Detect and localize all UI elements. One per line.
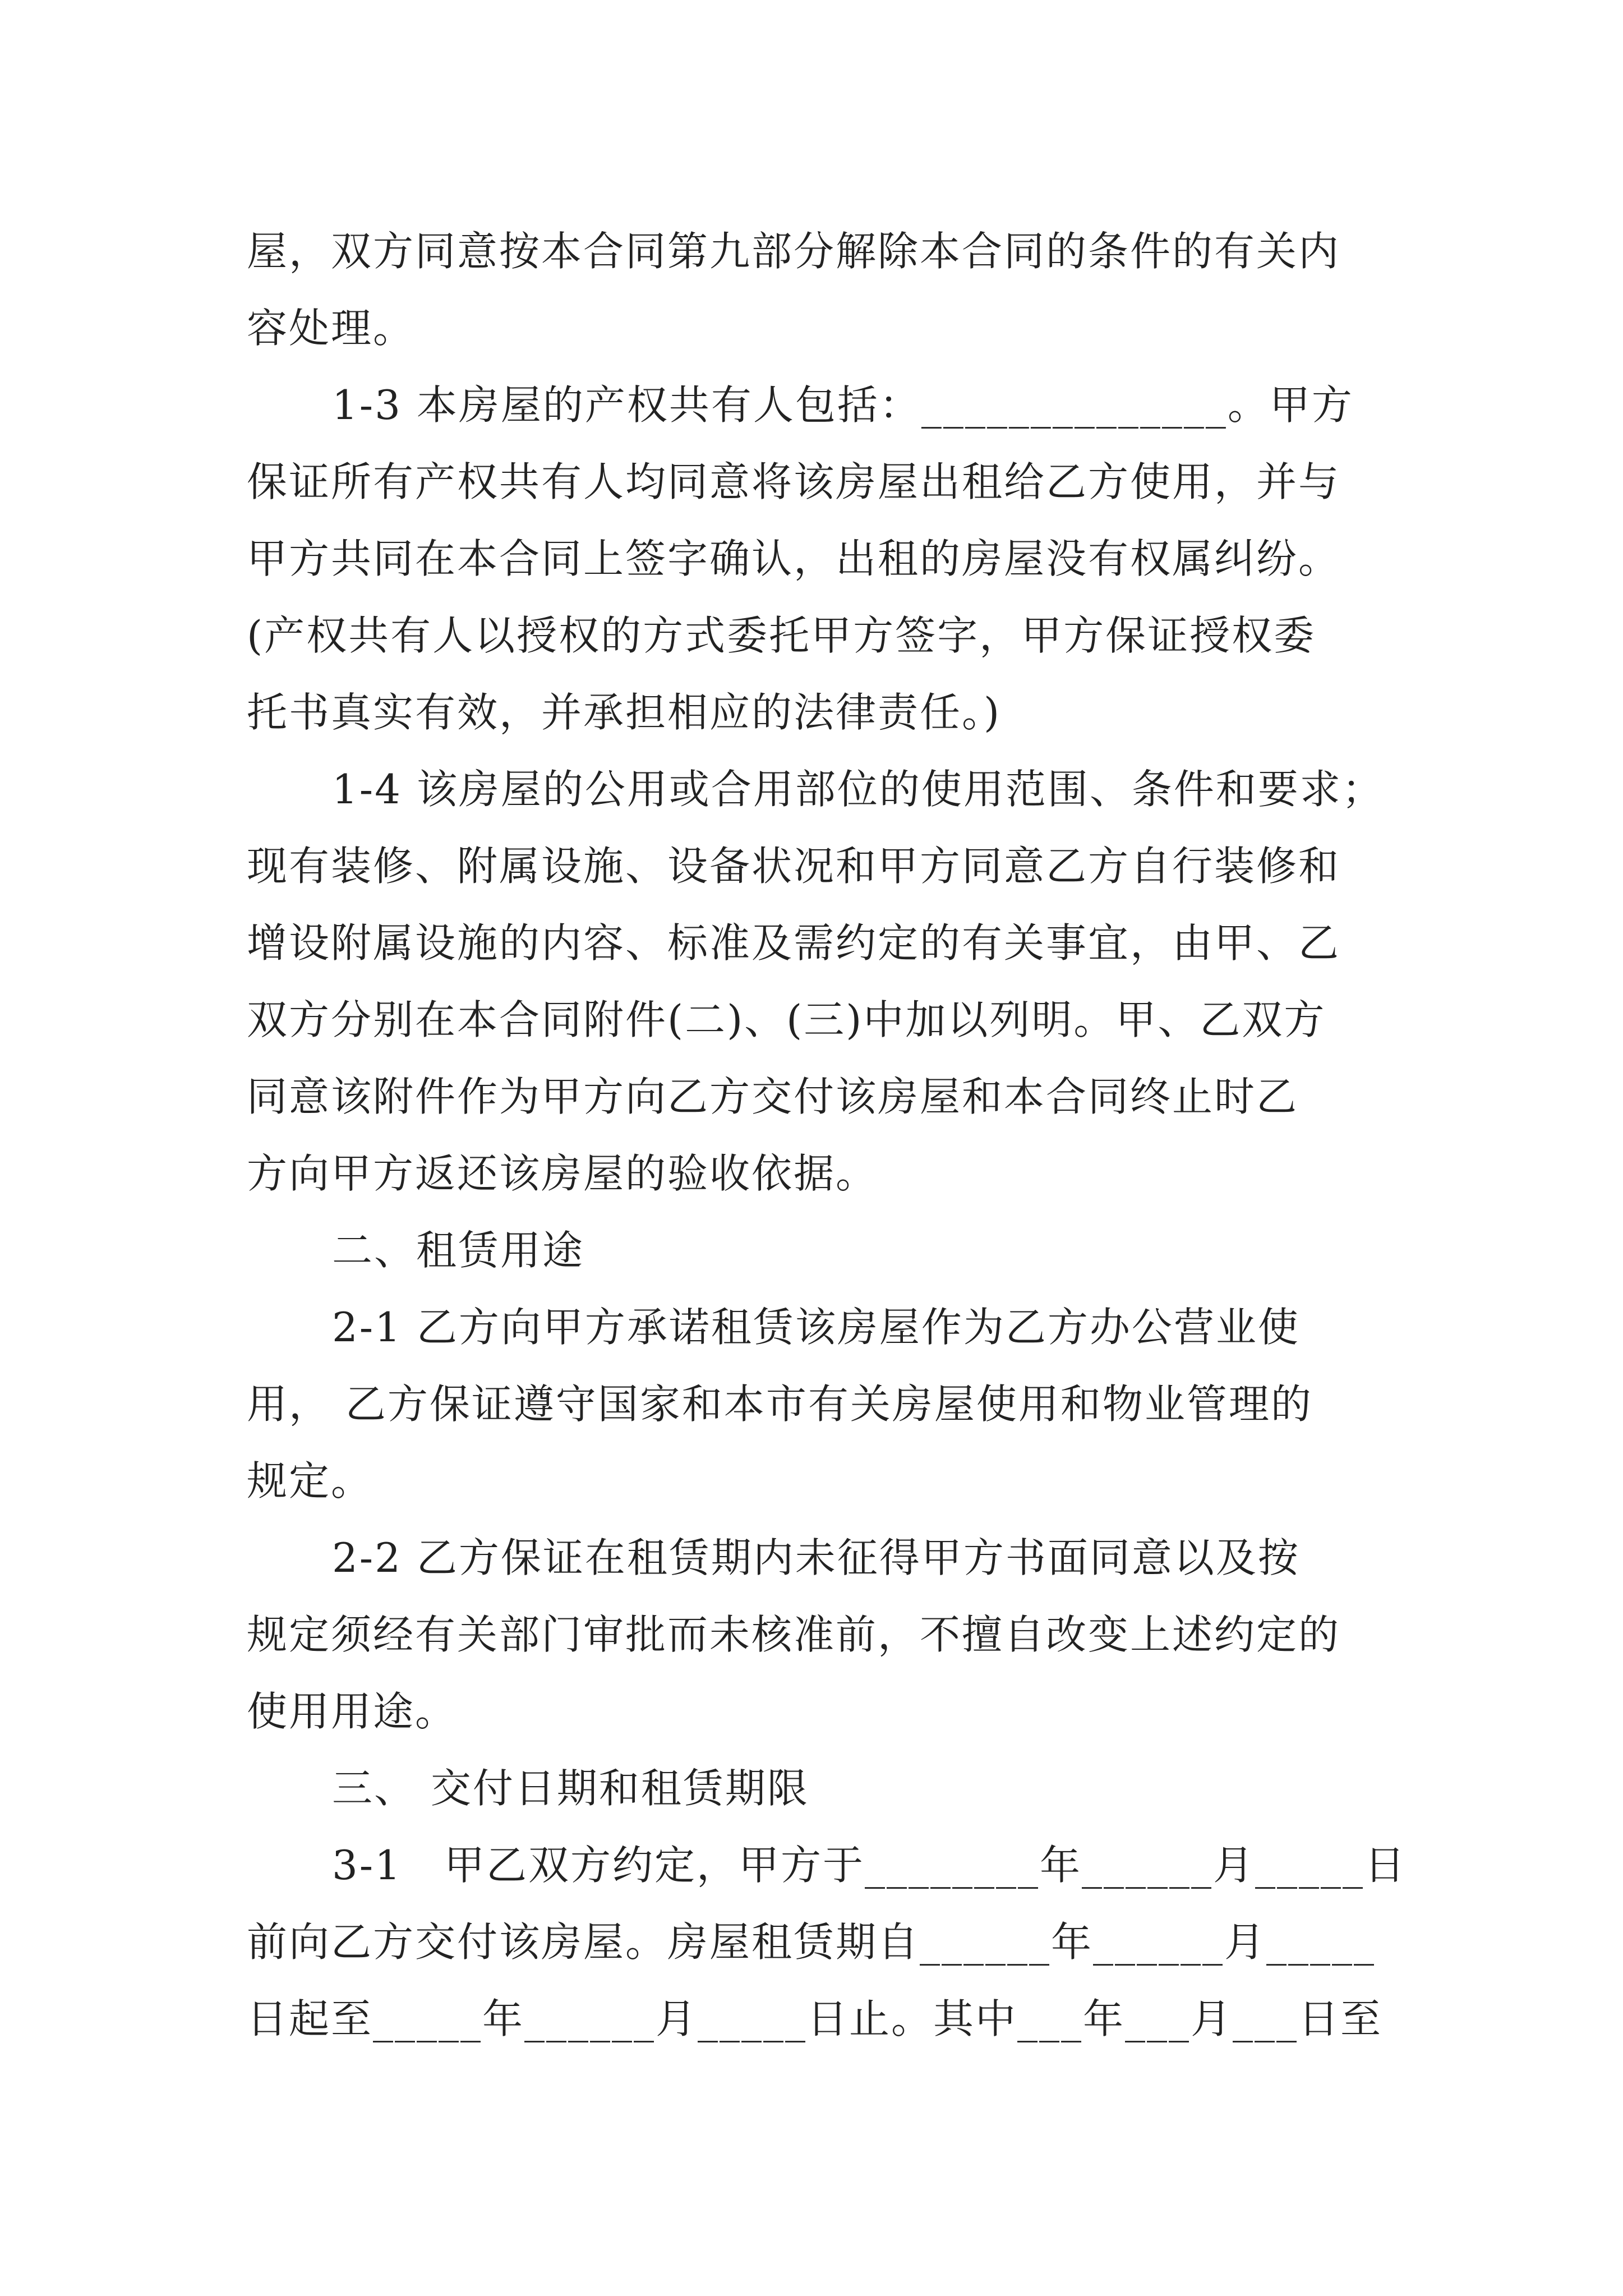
- clause-2-2: 2-2 乙方保证在租赁期内未征得甲方书面同意以及按: [332, 1534, 1300, 1581]
- section-heading-2: 二、租赁用途: [332, 1227, 585, 1274]
- text-line: 规定须经有关部门审批而未核准前，不擅自改变上述约定的: [247, 1611, 1341, 1658]
- text-line: 保证所有产权共有人均同意将该房屋出租给乙方使用，并与: [247, 458, 1341, 505]
- section-heading-3: 三、 交付日期和租赁期限: [332, 1765, 809, 1812]
- text-line: 现有装修、附属设施、设备状况和甲方同意乙方自行装修和: [247, 843, 1341, 890]
- text-line: 使用用途。: [247, 1688, 458, 1735]
- text-line: 增设附属设施的内容、标准及需约定的有关事宜，由甲、乙: [247, 919, 1341, 967]
- text-line: 规定。: [247, 1457, 374, 1504]
- text-line: 甲方共同在本合同上签字确认，出租的房屋没有权属纠纷。: [247, 535, 1341, 582]
- text-line: 日起至_____年______月_____日止。其中___年___月___日至: [247, 1995, 1383, 2042]
- clause-1-3: 1-3 本房屋的产权共有人包括：______________。甲方: [332, 381, 1354, 429]
- document-page: [247, 213, 1407, 2058]
- text-line: 前向乙方交付该房屋。房屋租赁期自______年______月_____: [247, 1918, 1376, 1966]
- text-line: 托书真实有效，并承担相应的法律责任。): [247, 689, 1002, 736]
- text-line: 同意该附件作为甲方向乙方交付该房屋和本合同终止时乙: [247, 1073, 1299, 1120]
- text-line: 容处理。: [247, 305, 416, 352]
- text-line: 双方分别在本合同附件(二)、(三)中加以列明。甲、乙双方: [247, 996, 1326, 1043]
- text-line: 方向甲方返还该房屋的验收依据。: [247, 1150, 878, 1197]
- text-line: 屋，双方同意按本合同第九部分解除本合同的条件的有关内: [247, 228, 1341, 275]
- clause-3-1: 3-1 甲乙双方约定，甲方于________年______月_____日: [332, 1842, 1407, 1889]
- text-line: (产权共有人以授权的方式委托甲方签字，甲方保证授权委: [247, 612, 1316, 659]
- clause-2-1: 2-1 乙方向甲方承诺租赁该房屋作为乙方办公营业使: [332, 1304, 1300, 1351]
- clause-1-4: 1-4 该房屋的公用或合用部位的使用范围、条件和要求；: [332, 766, 1384, 813]
- text-line: 用， 乙方保证遵守国家和本市有关房屋使用和物业管理的: [247, 1381, 1313, 1428]
